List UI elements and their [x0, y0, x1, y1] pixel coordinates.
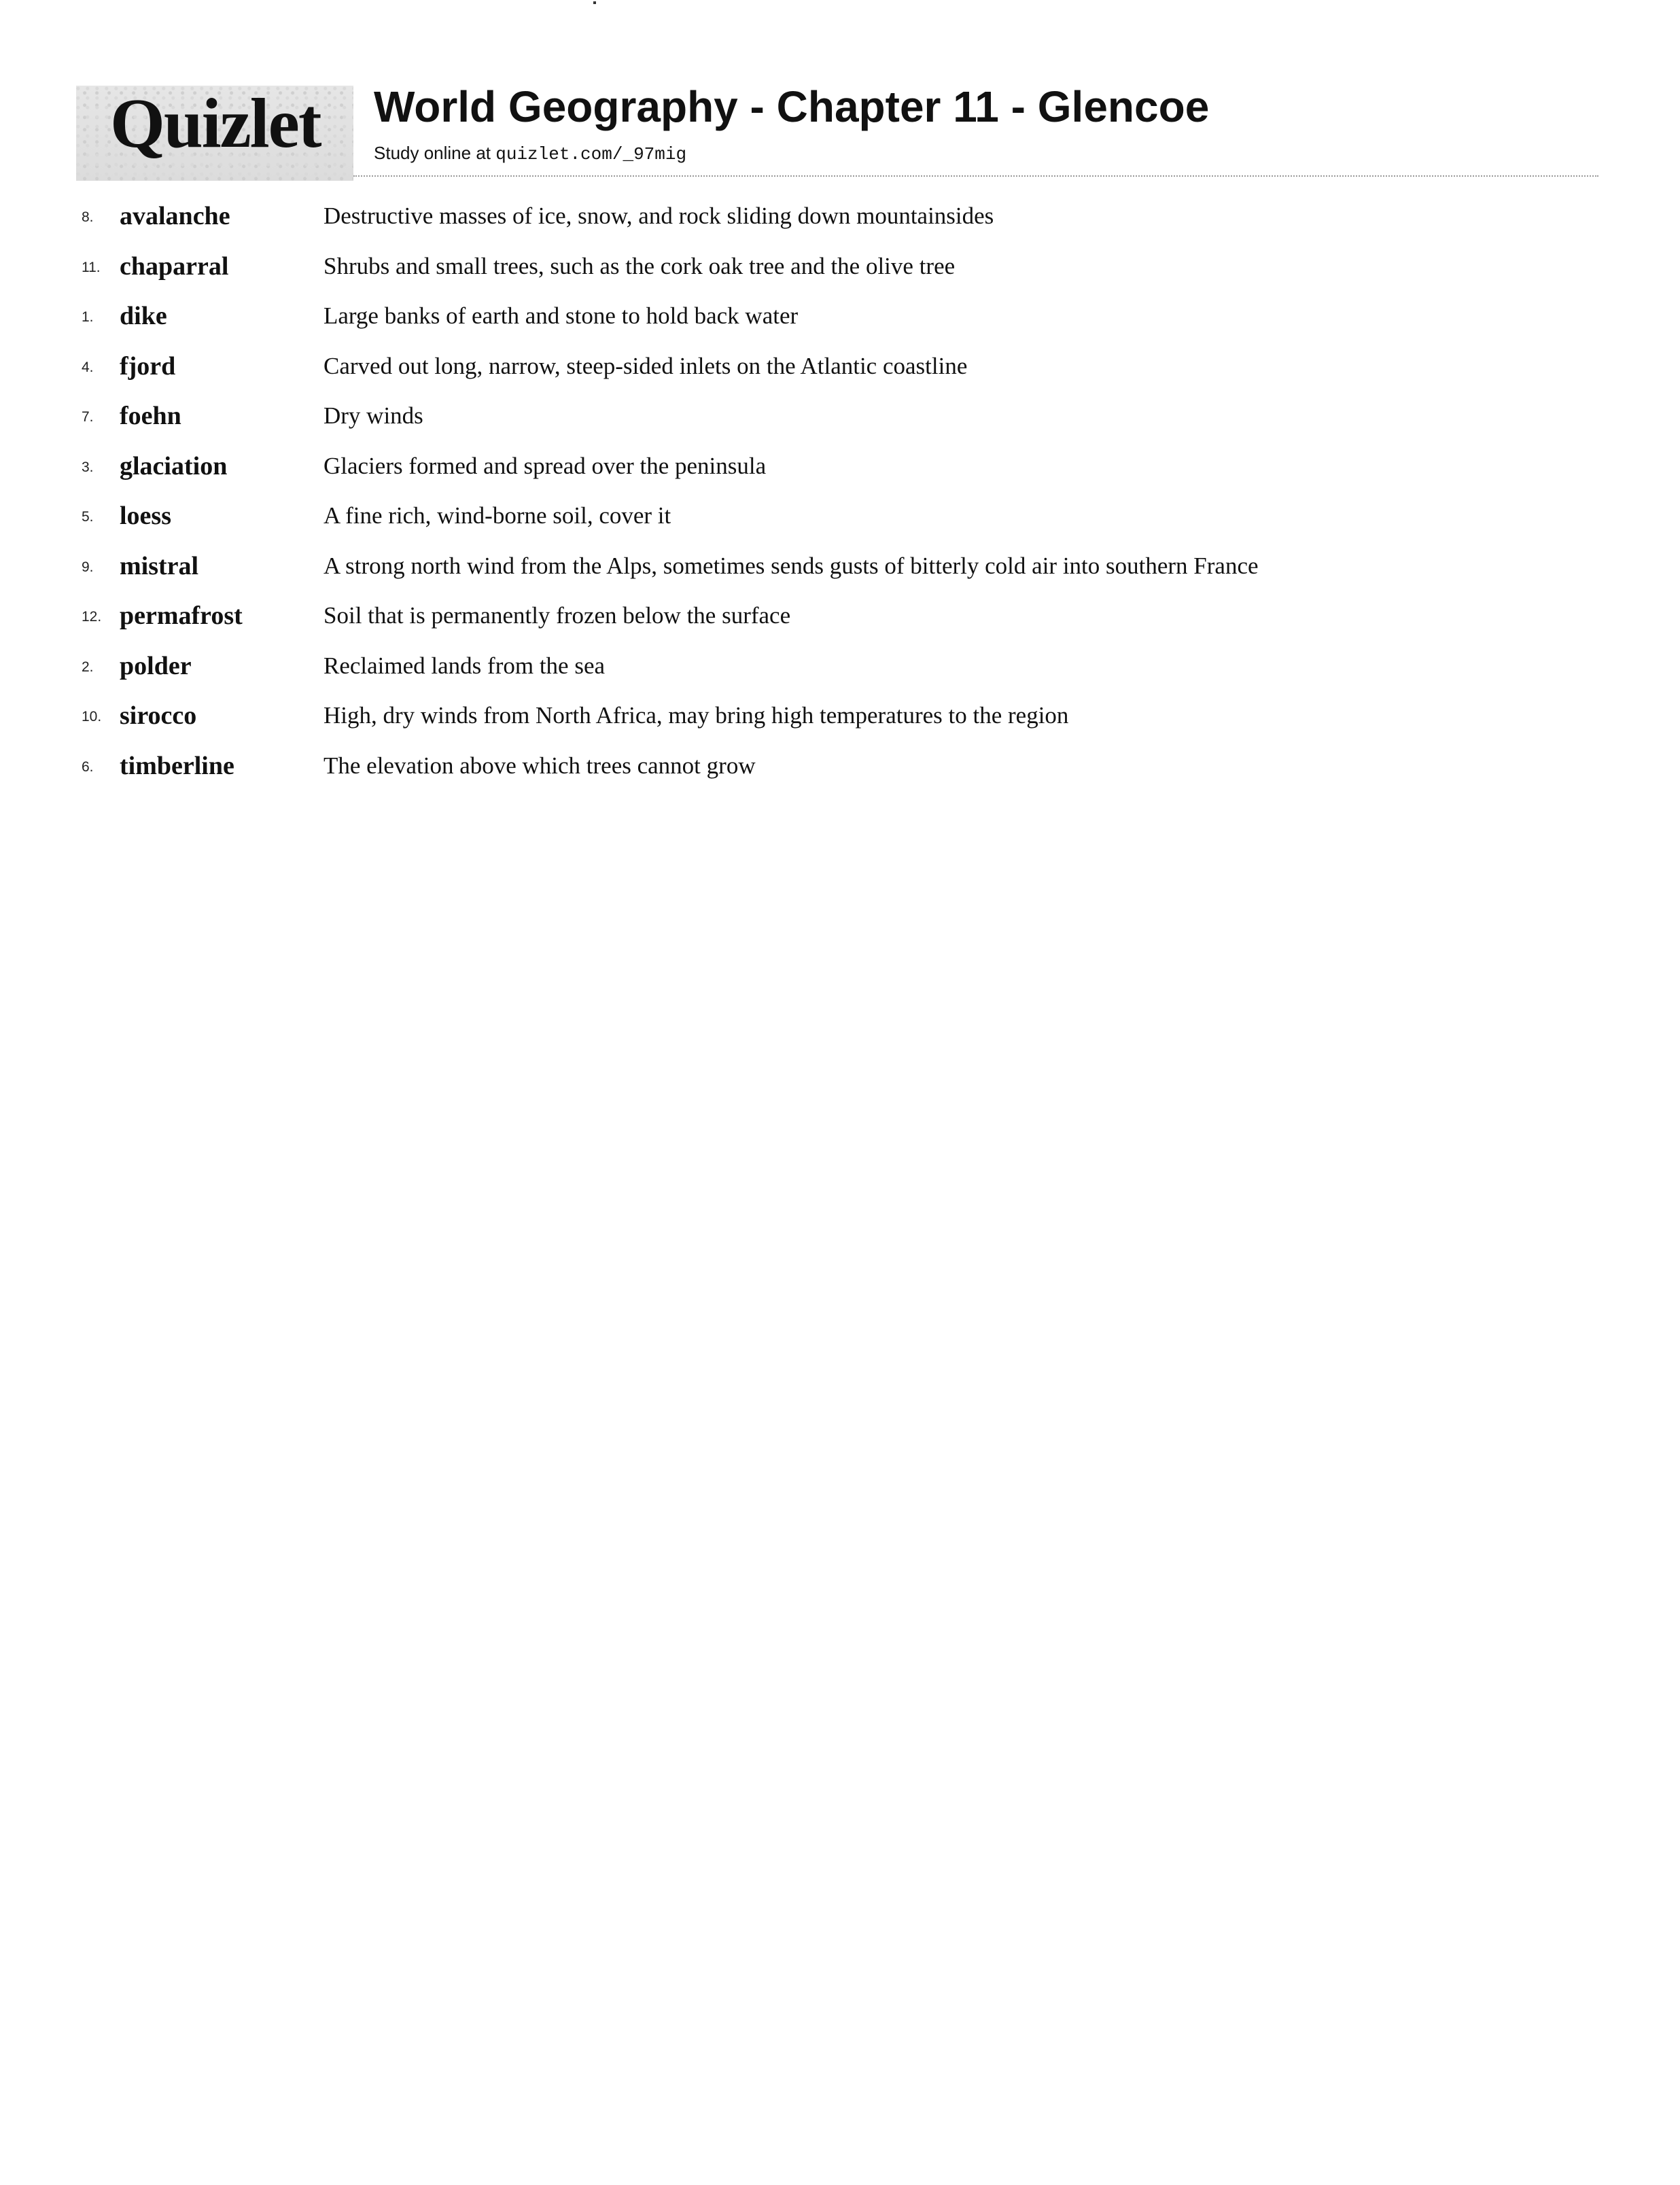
study-online-line: [374, 143, 686, 164]
term-number: 1.: [82, 309, 94, 325]
scan-mark: [593, 1, 596, 4]
term-number: 10.: [82, 709, 102, 724]
term-definition: A strong north wind from the Alps, sometimes sends gusts of bitterly cold air into southern France: [323, 552, 1259, 579]
term-definition: Reclaimed lands from the sea: [323, 652, 606, 679]
term-number: 4.: [82, 359, 94, 375]
quizlet-logo: [76, 86, 353, 181]
term-definition: Carved out long, narrow, steep-sided inlets on the Atlantic coastline: [323, 352, 968, 379]
term-word: permafrost: [120, 601, 243, 630]
term-number: 8.: [82, 209, 94, 225]
term-number: 7.: [82, 409, 94, 425]
term-number: 6.: [82, 758, 94, 775]
term-row: [82, 251, 1577, 302]
term-definition: Shrubs and small trees, such as the cork oak tree and the olive tree: [323, 252, 956, 279]
term-definition: Glaciers formed and spread over the peninsula: [323, 452, 767, 479]
term-definition: A fine rich, wind-borne soil, cover it: [323, 502, 671, 529]
term-definition: Soil that is permanently frozen below the surface: [323, 602, 791, 629]
term-word: timberline: [120, 751, 234, 780]
term-definition: Destructive masses of ice, snow, and rock sliding down mountainsides: [323, 203, 994, 229]
page-header: [76, 80, 1598, 182]
term-word: glaciation: [120, 451, 228, 480]
term-word: polder: [120, 651, 192, 680]
term-number: 3.: [82, 459, 94, 475]
term-row: [82, 201, 1577, 251]
term-word: dike: [120, 302, 167, 330]
term-definition: Large banks of earth and stone to hold back water: [323, 302, 799, 329]
term-row: [82, 751, 1577, 801]
study-url: quizlet.com/_97mig: [495, 144, 687, 164]
study-prefix: Study online at: [374, 143, 496, 163]
term-row: [82, 551, 1577, 601]
term-word: fjord: [120, 351, 176, 381]
term-row: [82, 651, 1577, 701]
logo-text: Quizlet: [110, 84, 321, 162]
term-definition: The elevation above which trees cannot grow: [323, 752, 756, 779]
term-number: 9.: [82, 559, 94, 575]
term-row: [82, 451, 1577, 502]
term-word: foehn: [120, 402, 181, 430]
term-definition: High, dry winds from North Africa, may bring high temperatures to the region: [323, 702, 1069, 729]
term-number: 12.: [82, 609, 102, 625]
term-number: 2.: [82, 659, 94, 675]
term-row: [82, 701, 1577, 751]
term-word: sirocco: [120, 701, 197, 730]
term-list: [82, 201, 1577, 801]
header-divider: [353, 175, 1598, 177]
term-row: [82, 301, 1577, 351]
term-word: avalanche: [120, 202, 230, 230]
term-row: [82, 401, 1577, 451]
term-definition: Dry winds: [323, 402, 423, 429]
term-number: 5.: [82, 509, 94, 525]
term-word: loess: [120, 502, 171, 530]
term-word: mistral: [120, 551, 199, 580]
term-row: [82, 601, 1577, 651]
term-row: [82, 501, 1577, 551]
term-word: chaparral: [120, 251, 229, 281]
term-row: [82, 351, 1577, 402]
term-number: 11.: [82, 259, 101, 275]
page-title: World Geography - Chapter 11 - Glencoe: [374, 82, 1210, 131]
